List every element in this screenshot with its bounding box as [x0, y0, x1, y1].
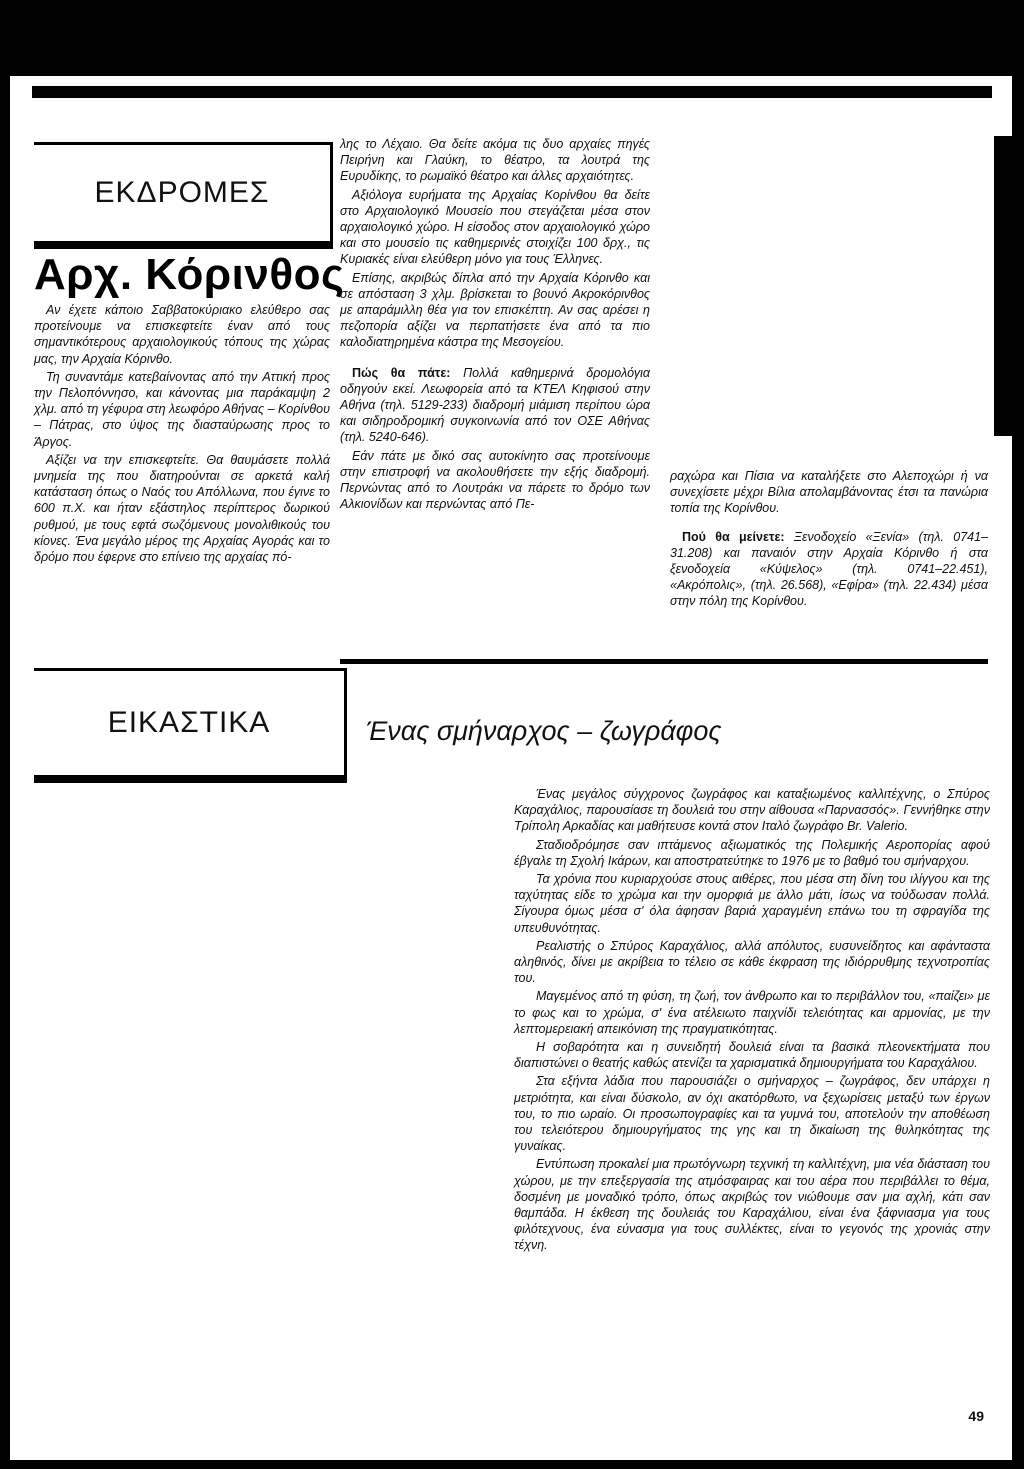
magazine-page — [10, 76, 1012, 1460]
how-to-go-text: Πολλά καθημερινά δρομολόγια οδηγούν εκεί. Λεωφορεία από τα ΚΤΕΛ Κηφισού στην Αθήνα (τηλ. 5129-233) διαδρομή μιάμιση περίπου ώρα και σιδηροδρομική συγκοινωνία από τον ΟΣΕ Αθήνας (τηλ. 5240-646). — [340, 365, 651, 445]
paragraph: λης το Λέχαιο. Θα δείτε ακόμα τις δυο αρχαίες πηγές Πειρήνη και Γλαύκη, το θέατρο, τα λουτρά της Ευρυδίκης, το ρωμαϊκό θέατρο και άλλες αρχαιότητες. — [340, 137, 650, 184]
stay-text: Ξενοδοχείο «Ξενία» (τηλ. 0741–31.208) και παναιόν στην Αρχαία Κόρινθο ή στα ξενοδοχεία «Κύψελος» (τηλ. 0741–22.451), «Ακρόπολις», (τηλ. 26.568), «Εφίρα» (τηλ. 22.434) μέσα στην πόλη της Κορίνθου. — [670, 529, 989, 609]
how-to-go-paragraph — [340, 365, 650, 446]
paragraph: Ένας μεγάλος σύγχρονος ζωγράφος και καταξιωμένος καλλιτέχνης, ο Σπύρος Καραχάλιος, παρουσίασε τη δουλειά του στην αίθουσα «Παρνασσός». Γεννήθηκε στην Τρίπολη Αρκαδίας και μαθήτευσε κοντά στον Ιταλό ζωγράφο Br. Valerio. — [514, 787, 990, 834]
excursions-column-3 — [670, 468, 988, 612]
paragraph: Η σοβαρότητα και η συνειδητή δουλειά είναι τα βασικά πλεονεκτήματα που διαπιστώνει ο θεατής καθώς ατενίζει τα χαρισματικά δημιουργήματα του Καραχάλιου. — [514, 1040, 990, 1071]
paragraph: Επίσης, ακριβώς δίπλα από την Αρχαία Κόρινθο και σε απόσταση 3 χλμ. βρίσκεται το βουνό Ακροκόρινθος με απαράμιλλη θέα για τον επισκέπτη. Αν σας αρέσει η πεζοπορία αξίζει να περπατήσετε ένα από τα πιο καλοδιατηρημένα κάστρα της Μεσογείου. — [340, 270, 650, 350]
paragraph: Αν έχετε κάποιο Σαββατοκύριακο ελεύθερο σας προτείνουμε να επισκεφτείτε έναν από τους σημαντικότερους αρχαιολογικούς τόπους της χώρας μας, την Αρχαία Κόρινθο. — [34, 303, 330, 366]
paragraph: Σταδιοδρόμησε σαν ιπτάμενος αξιωματικός της Πολεμικής Αεροπορίας αφού έβγαλε τη Σχολή Ικάρων, και αποστρατεύτηκε το 1976 με το βαθμό του σμήναρχου. — [514, 837, 990, 868]
excursions-column-1 — [34, 302, 330, 567]
arts-article-body — [514, 786, 990, 1256]
paragraph: Τα χρόνια που κυριαρχούσε στους αιθέρες, που μέσα στη δίνη του ιλίγγου και της ταχύτητας είδε το χρώμα και την ομορφιά με άλλο μάτι, ίσως να τούδωσαν πολλά. Σίγουρα όμως μέσα σ' όλα άφησαν βαριά χαραγμένη επάνω του τη σφραγίδα της υπευθυνότητας. — [514, 872, 990, 935]
stay-paragraph — [670, 529, 988, 610]
paragraph: Τη συναντάμε κατεβαίνοντας από την Αττική προς την Πελοπόννησο, και κάνοντας μια παράκαμψη 2 χλμ. από τη γέφυρα στη λεωφόρο Αθήνας – Κορίνθου – Πάτρας, στο ύψος της διασταύρωσης προς το Άργος. — [34, 369, 330, 449]
arts-article-title: Ένας σμήναρχος – ζωγράφος — [366, 716, 722, 746]
paragraph: Ρεαλιστής ο Σπύρος Καραχάλιος, αλλά απόλυτος, ευσυνείδητος και αφάνταστα αληθινός, δίνει με ακρίβεια το τέλειο σε κάθε έκφραση της ιδιόρρυθμης τεχνοτροπίας του. — [514, 938, 990, 986]
paragraph: Στα εξήντα λάδια που παρουσιάζει ο σμήναρχος – ζωγράφος, δεν υπάρχει η μετριότητα, και είναι δύσκολο, αν όχι ακατόρθωτο, να ξεχωρίσεις μεταξύ των έργων του, το πιο ωραίο. Οι προσωπογραφίες και τα γυμνά του, αποτελούν την αποθέωση του τελειότερου δημιουργήματος της γης και τη δικαίωση της θυληκότητας της γυναίκας. — [514, 1074, 990, 1154]
page-number: 49 — [968, 1408, 984, 1424]
section-label-excursions: ΕΚΔΡΟΜΕΣ — [34, 142, 333, 244]
paragraph: Εντύπωση προκαλεί μια πρωτόγνωρη τεχνική τη καλλιτέχνη, μια νέα διάσταση του χώρου, με την επεξεργασία της ατμόσφαιρας και του αέρα που περιβάλλει το θέμα, δοσμένη με μοναδικό τρόπο, όπως ακριβώς τον νιώθουμε σαν μια αχλή, κάτι σαν θαμπάδα. Η έκθεση της δουλειάς του Καραχάλιου, είναι ένα ξάφνιασμα για τους φιλότεχνους, ένα εύνασμα για τους συλλέκτες, είναι το γεγονός της χρονιάς στην τέχνη. — [514, 1157, 990, 1253]
section-label-arts: ΕΙΚΑΣΤΙΚΑ — [34, 668, 347, 778]
paragraph: Αξίζει να την επισκεφτείτε. Θα θαυμάσετε πολλά μνημεία της που διατηρούνται σε αρκετά καλή κατάσταση όπως ο Ναός του Απόλλωνα, που έγινε το 600 π.Χ. και ήταν εξάστηλος περίπτερος δωρικού ρυθμού, με τους εφτά σωζόμενους μονολιθικούς του κίονες. Ένα μεγάλο μέρος της Αρχαίας Αγοράς και το δρόμο που έφερνε στο επίνειο της αρχαίας πό- — [34, 452, 330, 565]
section-divider — [340, 659, 988, 664]
top-rule — [32, 86, 992, 98]
paragraph: Μαγεμένος από τη φύση, τη ζωή, τον άνθρωπο και το περιβάλλον του, «παίζει» με το φως και το χρώμα, σ' ένα ατέλειωτο παιχνίδι τελειότητας και αρμονίας, με την λεπτομερειακή απεικόνιση της πραγματικότητας. — [514, 989, 990, 1036]
excursions-column-2 — [340, 136, 650, 514]
paragraph: Εάν πάτε με δικό σας αυτοκίνητο σας προτείνουμε στην επιστροφή να ακολουθήσετε την εξής διαδρομή. Περνώντας από το Λουτράκι να πάρετε το δρόμο των Αλκιονίδων και περνώντας από Πε- — [340, 448, 650, 512]
right-edge-bar — [994, 136, 1012, 436]
stay-label: Πού θα μείνετε: — [682, 529, 785, 544]
paragraph: ραχώρα και Πίσια να καταλήξετε στο Αλεποχώρι ή να συνεχίσετε μέχρι Βίλια απολαμβάνοντας έτσι τα πανώρια τοπία της Κορίνθου. — [670, 469, 988, 516]
article-headline: Αρχ. Κόρινθος — [34, 250, 345, 299]
paragraph: Αξιόλογα ευρήματα της Αρχαίας Κορίνθου θα δείτε στο Αρχαιολογικό Μουσείο που στεγάζεται μέσα στον αρχαιολογικό χώρο. Η είσοδος στον αρχαιολογικό χώρο και στο μουσείο τις καθημερινές στοιχίζει 100 δρχ., τις Κυριακές είναι ελεύθερη μόνο για τους Έλληνες. — [340, 187, 650, 267]
how-to-go-label: Πώς θα πάτε: — [352, 365, 451, 380]
